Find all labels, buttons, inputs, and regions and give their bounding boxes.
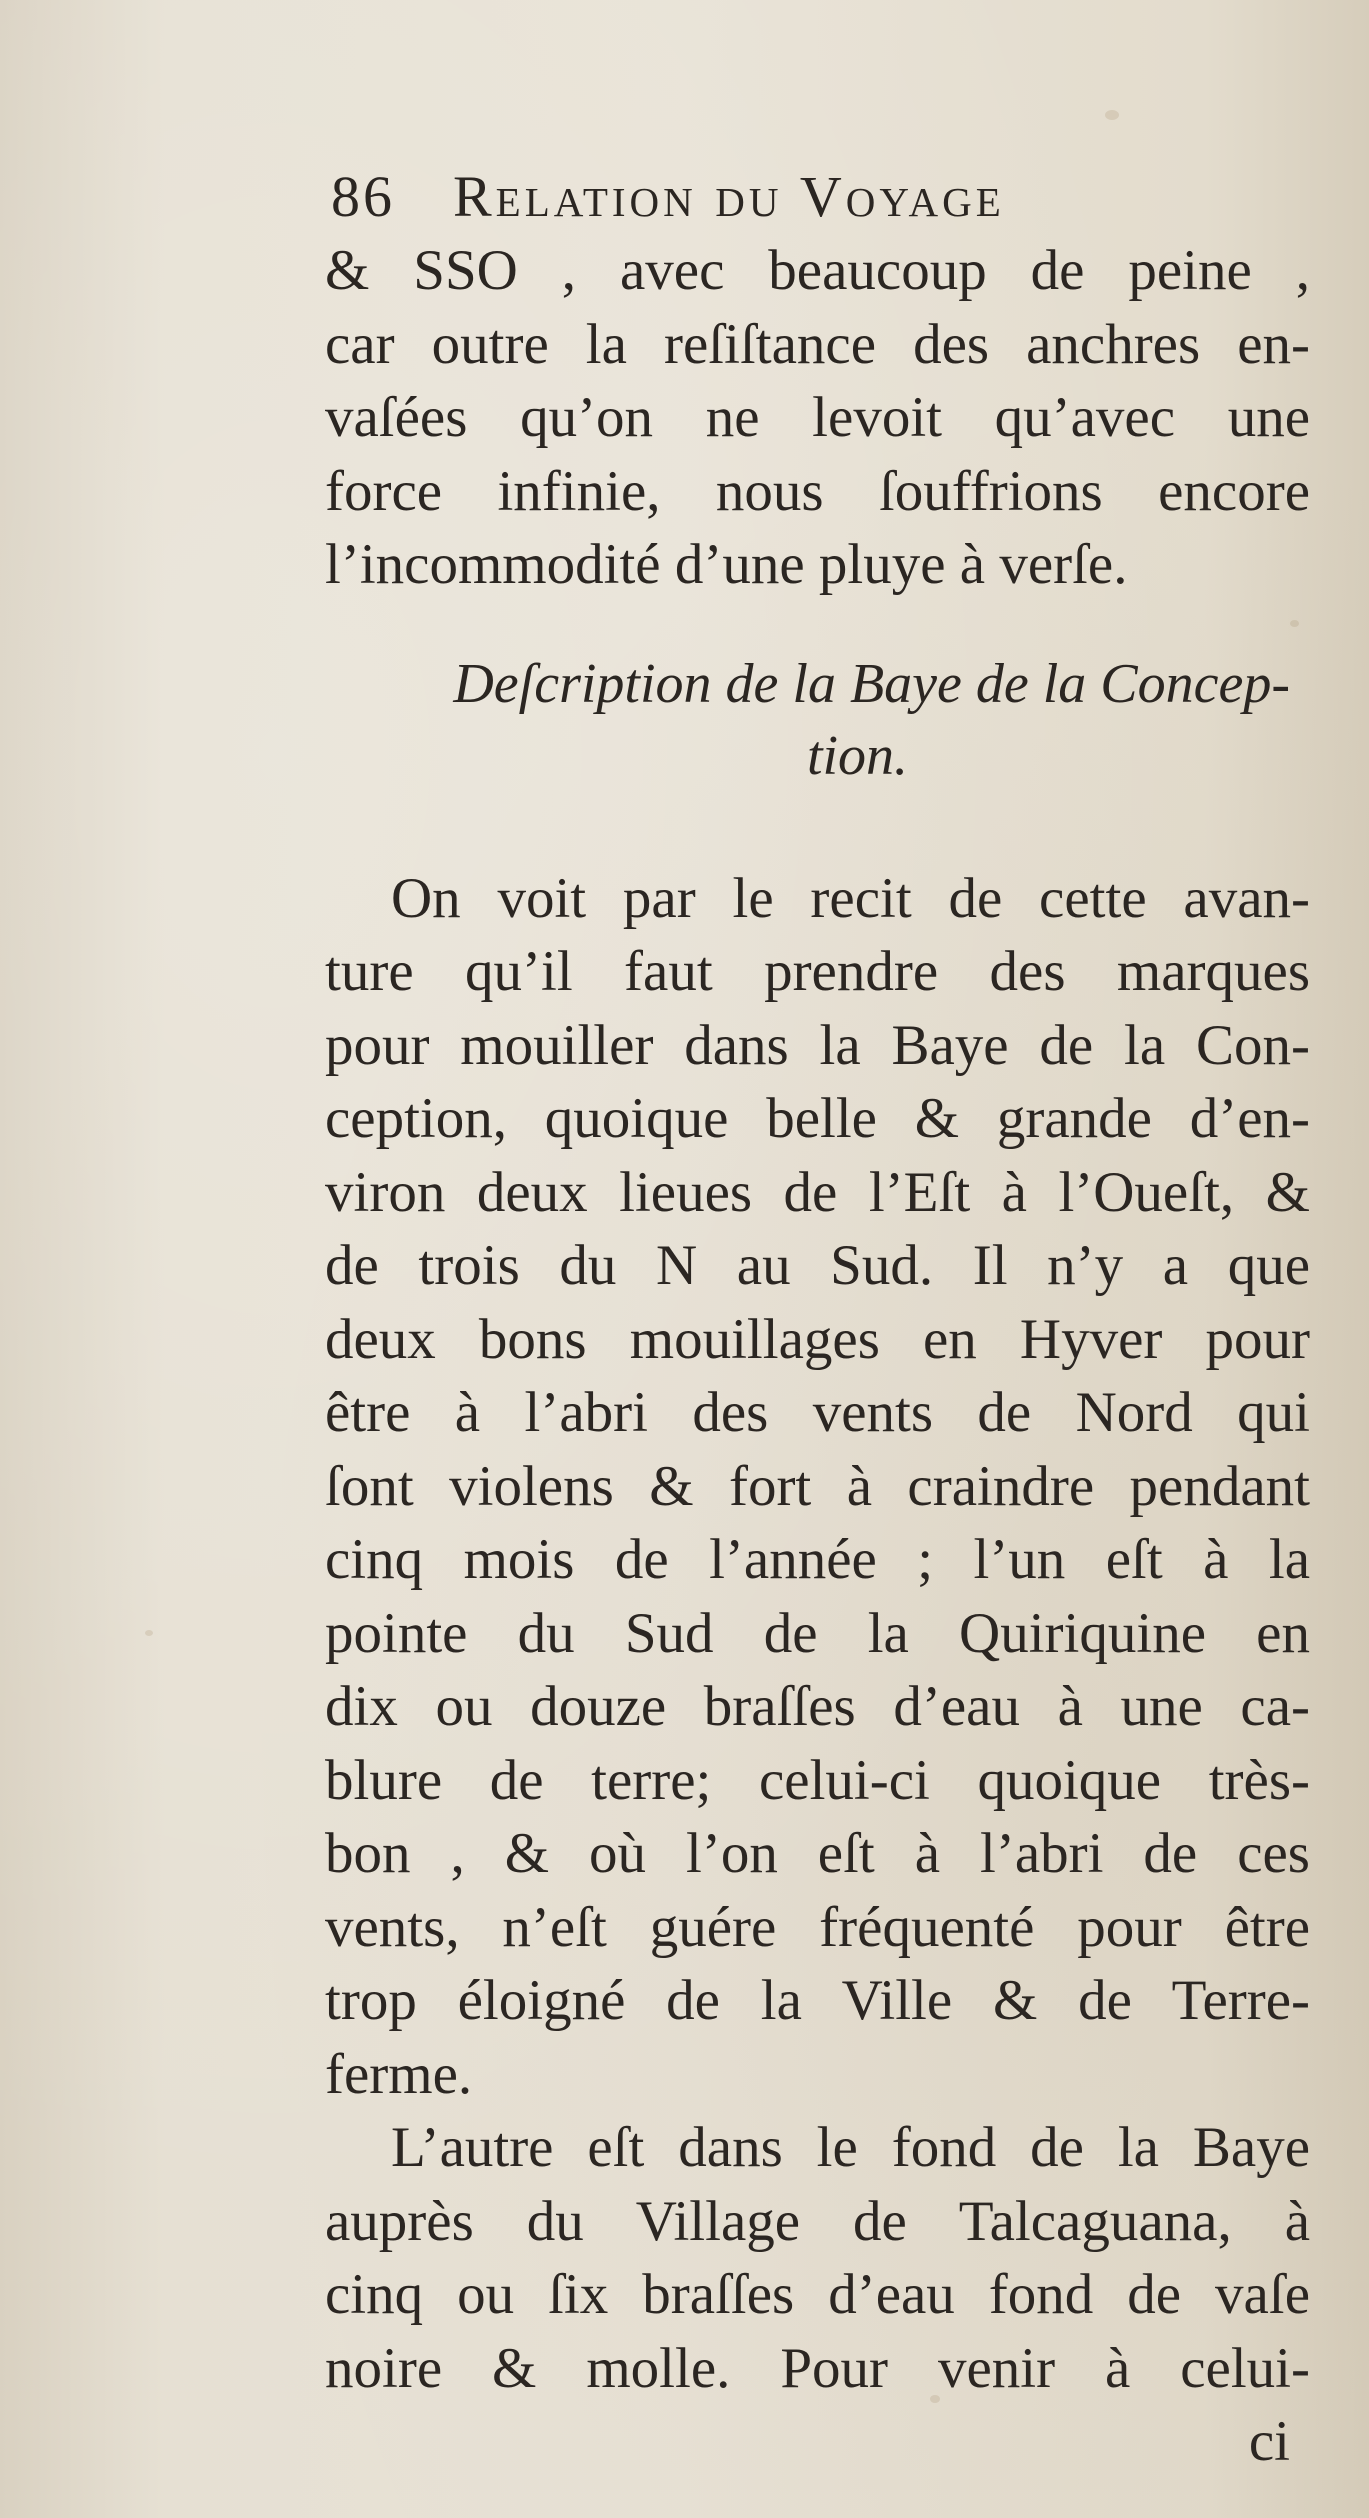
catchword: ci: [1248, 2410, 1290, 2473]
text-line: l’incommodité d’une pluye à verſe.: [325, 533, 1128, 596]
text-line: pointe du Sud de la Quiriquine en: [325, 1601, 1310, 1665]
text-line: noire & molle. Pour venir à celui-: [325, 2336, 1310, 2400]
text-line: bon , & où l’on eſt à l’abri de ces: [325, 1822, 1310, 1885]
opening-text: [325, 234, 1310, 602]
text-line: cinq ou ſix braſſes d’eau fond de vaſe: [325, 2263, 1310, 2326]
text-line: ception, quoique belle & grande d’en-: [325, 1087, 1310, 1150]
text-line: ture qu’il faut prendre des marques: [325, 940, 1310, 1003]
running-head: [331, 160, 1310, 234]
foxing-spot: [145, 1630, 153, 1636]
section-heading-line: tion.: [806, 724, 909, 787]
text-line: ſont violens & fort à craindre pendant: [325, 1454, 1310, 1518]
text-line: vaſées qu’on ne levoit qu’avec une: [325, 386, 1310, 449]
section-heading-line: Deſcription de la Baye de la Concep-: [453, 652, 1290, 715]
paragraph-2: [325, 2111, 1310, 2405]
text-block: [325, 160, 1310, 2479]
text-line: blure de terre; celui-ci quoique très-: [325, 1748, 1310, 1812]
page-number: 86: [331, 164, 395, 229]
text-line: viron deux lieues de l’Eſt à l’Oueſt, &: [325, 1160, 1310, 1224]
text-line: cinq mois de l’année ; l’un eſt à la: [325, 1528, 1310, 1591]
text-line: pour mouiller dans la Baye de la Con-: [325, 1013, 1310, 1077]
text-line: ferme.: [325, 2042, 473, 2106]
text-line: vents, n’eſt guére fréquenté pour être: [325, 1895, 1310, 1959]
text-line: car outre la reſiſtance des anchres en-: [325, 312, 1310, 376]
paragraph-1: [325, 862, 1310, 2112]
text-line: de trois du N au Sud. Il n’y a que: [325, 1234, 1310, 1297]
text-line: deux bons mouillages en Hyver pour: [325, 1307, 1310, 1371]
section-heading: [325, 648, 1310, 792]
text-line: & SSO , avec beaucoup de peine ,: [325, 239, 1310, 302]
text-line: L’autre eſt dans le fond de la Baye: [391, 2116, 1310, 2179]
text-line: être à l’abri des vents de Nord qui: [325, 1381, 1310, 1444]
foxing-spot: [1105, 110, 1119, 120]
text-line: trop éloigné de la Ville & de Terre-: [325, 1969, 1310, 2032]
text-line: dix ou douze braſſes d’eau à une ca-: [325, 1675, 1310, 1738]
text-line: force infinie, nous ſouffrions encore: [325, 459, 1310, 523]
text-line: On voit par le recit de cette avan-: [391, 866, 1310, 930]
text-line: auprès du Village de Talcaguana, à: [325, 2189, 1310, 2253]
running-title: Relation du Voyage: [453, 164, 1005, 229]
